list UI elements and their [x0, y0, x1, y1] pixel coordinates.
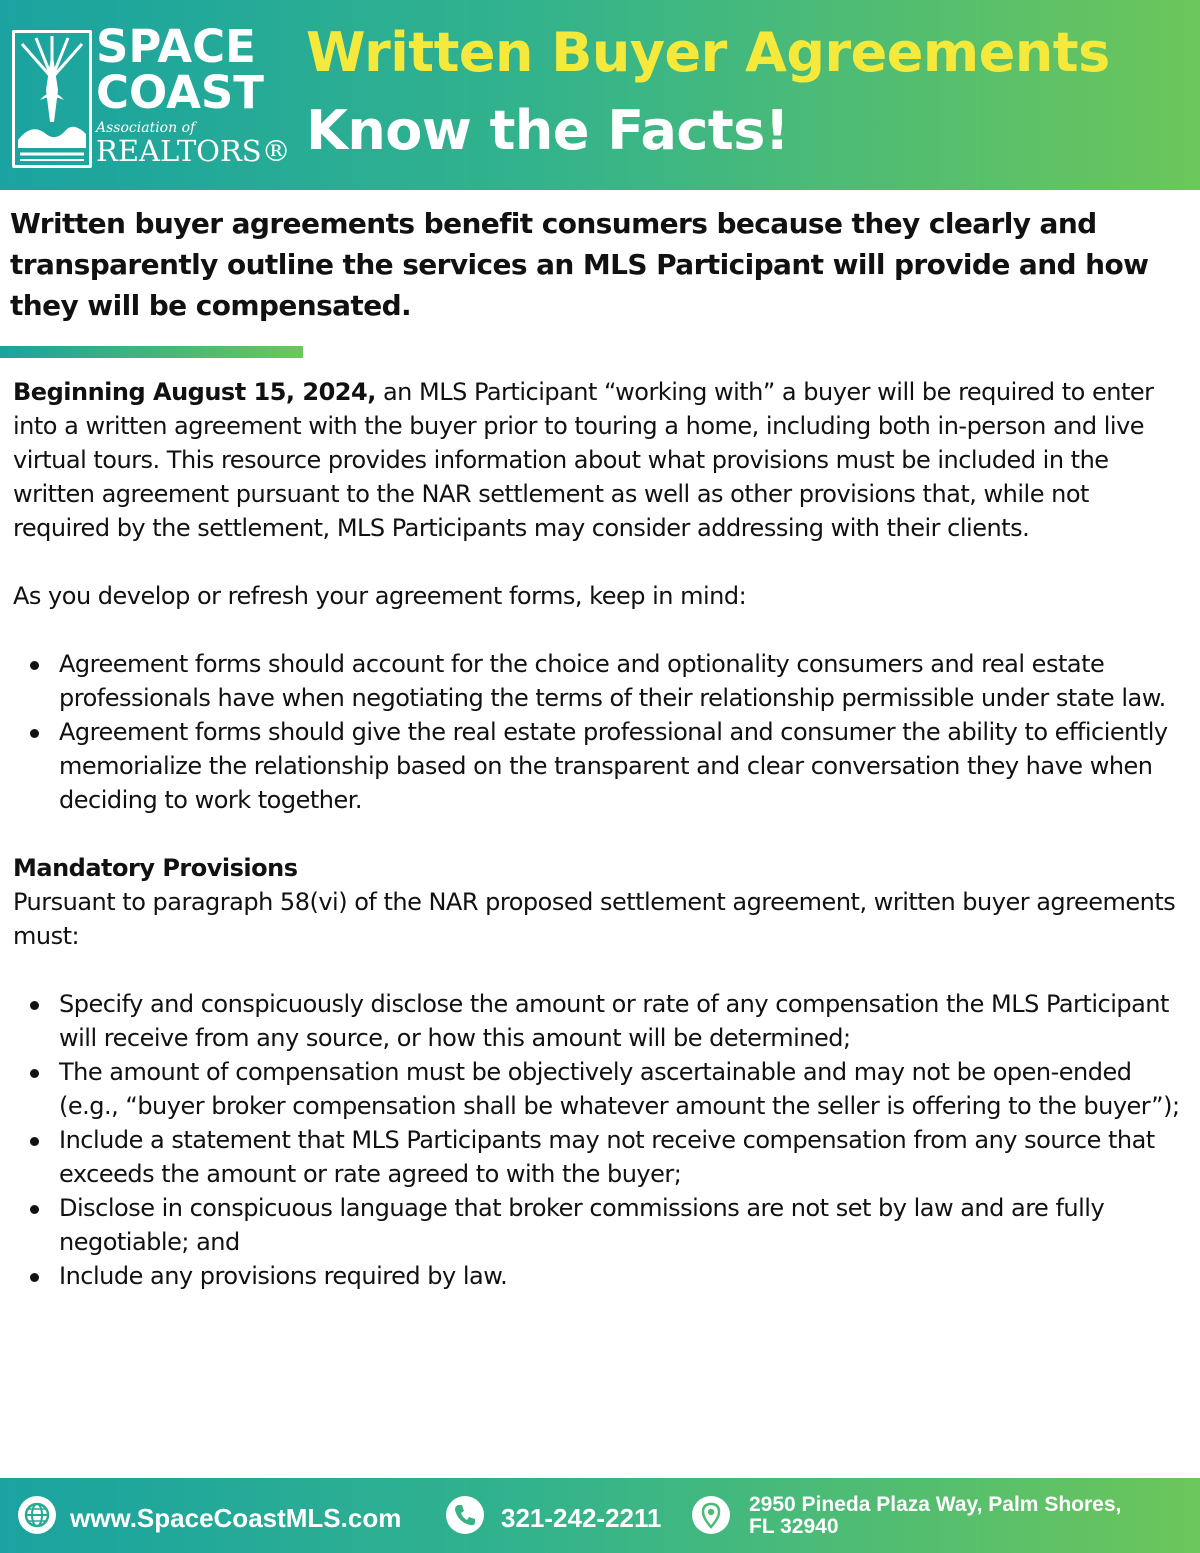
list-item: Specify and conspicuously disclose the amount or rate of any compensation the MLS Participant will receive from any source, or how this amount will be determined;	[13, 987, 1188, 1055]
mandatory-provisions-list	[13, 987, 1188, 1293]
logo-wordmark	[96, 20, 296, 168]
website-link[interactable]: www.SpaceCoastMLS.com	[70, 1503, 402, 1533]
list-item: Include any provisions required by law.	[13, 1259, 1188, 1293]
list-item: Agreement forms should give the real estate professional and consumer the ability to efficiently memorialize the relationship based on the transparent and clear conversation they have when deciding to work together.	[13, 715, 1188, 817]
page-title: Written Buyer Agreements	[306, 21, 1110, 84]
lead-date: Beginning August 15, 2024,	[13, 378, 376, 406]
accent-divider	[0, 346, 303, 358]
phone-number[interactable]: 321-242-2211	[501, 1503, 662, 1533]
list-item: Include a statement that MLS Participants may not receive compensation from any source that exceeds the amount or rate agreed to with the buyer;	[13, 1123, 1188, 1191]
lead-paragraph	[13, 375, 1188, 545]
document-body	[13, 375, 1188, 1293]
phone-icon	[446, 1496, 484, 1534]
keep-in-mind-text: As you develop or refresh your agreement forms, keep in mind:	[13, 582, 747, 610]
mandatory-provisions-heading: Mandatory Provisions	[13, 854, 298, 882]
logo-line-coast: COAST	[96, 66, 265, 119]
header-banner	[0, 0, 1200, 190]
address-line-1: 2950 Pineda Plaza Way, Palm Shores,	[749, 1493, 1122, 1516]
logo-realtors: REALTORS®	[96, 134, 291, 168]
logo-line-space: SPACE	[96, 20, 256, 73]
intro-statement: Written buyer agreements benefit consumers because they clearly and transparently outline the services an MLS Participant will provide and how they will be compensated.	[10, 207, 1149, 322]
mandatory-intro: Pursuant to paragraph 58(vi) of the NAR proposed settlement agreement, written buyer agreements must:	[13, 888, 1176, 950]
agreement-forms-list	[13, 647, 1188, 817]
footer-banner	[0, 1478, 1200, 1553]
list-item: Disclose in conspicuous language that broker commissions are not set by law and are fully negotiable; and	[13, 1191, 1188, 1259]
logo-association: Association of	[96, 120, 196, 136]
list-item: The amount of compensation must be objectively ascertainable and may not be open-ended (e.g., “buyer broker compensation shall be whatever amount the seller is offering to the buyer”);	[13, 1055, 1188, 1123]
globe-icon	[18, 1496, 56, 1534]
logo-emblem-icon	[12, 30, 92, 168]
location-pin-icon	[692, 1496, 730, 1534]
page-subtitle: Know the Facts!	[306, 99, 790, 162]
address	[749, 1494, 1121, 1538]
address-line-2: FL 32940	[749, 1515, 839, 1538]
list-item: Agreement forms should account for the choice and optionality consumers and real estate professionals have when negotiating the terms of their relationship permissible under state law.	[13, 647, 1188, 715]
lead-text: an MLS Participant “working with” a buyer will be required to enter into a written agreement with the buyer prior to touring a home, including both in-person and live virtual tours. This resource provides information about what provisions must be included in the written agreement pursuant to the NAR settlement as well as other provisions that, while not required by the settlement, MLS Participants may consider addressing with their clients.	[13, 378, 1154, 542]
